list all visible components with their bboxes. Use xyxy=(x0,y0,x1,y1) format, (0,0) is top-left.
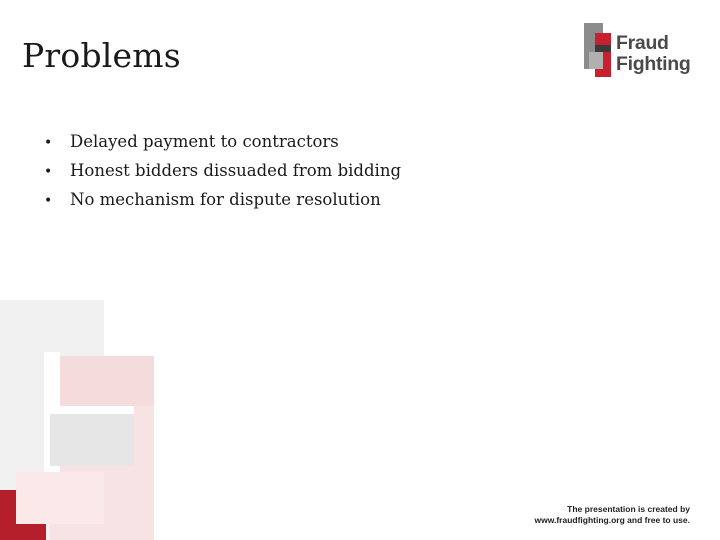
bullet-item xyxy=(44,186,401,215)
logo-wordmark xyxy=(616,33,691,75)
bullet-item xyxy=(44,128,401,157)
decor-white-gap xyxy=(50,406,134,414)
credit-text xyxy=(534,504,690,526)
bullet-text: No mechanism for dispute resolution xyxy=(70,190,381,209)
bullet-text: Delayed payment to contractors xyxy=(70,132,339,151)
decor-pink-block-top xyxy=(60,356,154,406)
logo-line-fraud: Fraud xyxy=(616,32,669,54)
slide-title: Problems xyxy=(22,36,181,75)
bullet-item xyxy=(44,157,401,186)
decor-pink-light-block xyxy=(16,472,104,524)
bullet-marker: • xyxy=(44,135,53,151)
bullet-text: Honest bidders dissuaded from bidding xyxy=(70,161,402,180)
bullet-list xyxy=(44,128,401,215)
decor-gray-mid-block xyxy=(50,414,134,466)
bullet-marker: • xyxy=(44,193,53,209)
bullet-marker: • xyxy=(44,164,53,180)
credit-line-1: The presentation is created by xyxy=(567,504,690,514)
fraud-fighting-logo xyxy=(583,22,695,80)
decor-red-corner-horizontal xyxy=(0,524,46,540)
credit-line-2: www.fraudfighting.org and free to use. xyxy=(534,515,690,525)
logo-line-fighting: Fighting xyxy=(616,53,691,75)
